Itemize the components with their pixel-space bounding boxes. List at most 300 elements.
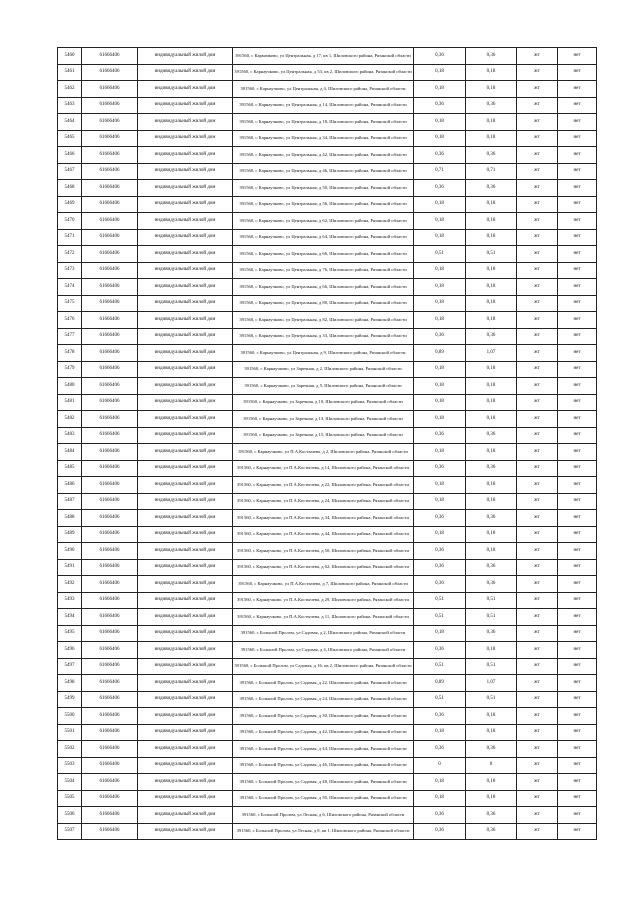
address-cell: 391560, с Карнаучково, ул П.А.Костычева, д 14, Шиловского района, Рязанской области xyxy=(233,460,414,477)
value-b-cell: 0,51 xyxy=(466,658,517,675)
table-row xyxy=(58,180,597,197)
flag-cell: нет xyxy=(558,180,597,197)
table-row xyxy=(58,625,597,642)
value-a-cell: 0,36 xyxy=(414,642,466,659)
table-row xyxy=(58,642,597,659)
address-cell: 391560, с Карнаучково, ул Центральная, д 34, Шиловского района, Рязанской области xyxy=(233,130,414,147)
oktmo-code-cell: 61666406 xyxy=(82,427,138,444)
flag-cell: нет xyxy=(558,790,597,807)
value-b-cell: 0,18 xyxy=(466,213,517,230)
row-number-cell: 5507 xyxy=(58,823,82,840)
flag-cell: нет xyxy=(558,64,597,81)
row-number-cell: 5488 xyxy=(58,510,82,527)
flag-cell: нет xyxy=(558,609,597,626)
oktmo-code-cell: 61666406 xyxy=(82,312,138,329)
address-cell: 391560, с Карнаучково, ул Центральная, д 82, Шиловского района, Рязанской области xyxy=(233,312,414,329)
address-cell: 391560, с Карнаучково, ул Заречная, д 10, Шиловского района, Рязанской области xyxy=(233,394,414,411)
flag-cell: нет xyxy=(558,543,597,560)
row-number-cell: 5480 xyxy=(58,378,82,395)
oktmo-code-cell: 61666406 xyxy=(82,328,138,345)
row-number-cell: 5478 xyxy=(58,345,82,362)
table-row xyxy=(58,262,597,279)
status-cell: жт xyxy=(517,658,558,675)
object-type-cell: индивидуальный жилой дом xyxy=(138,724,233,741)
oktmo-code-cell: 61666406 xyxy=(82,543,138,560)
table-row xyxy=(58,213,597,230)
value-b-cell: 0,18 xyxy=(466,312,517,329)
value-a-cell: 0,18 xyxy=(414,114,466,131)
address-cell: 391560, с Карнаучково, ул П.А.Костычева, д 34, Шиловского района, Рязанской области xyxy=(233,510,414,527)
status-cell: жт xyxy=(517,378,558,395)
object-type-cell: индивидуальный жилой дом xyxy=(138,262,233,279)
value-b-cell: 0,36 xyxy=(466,559,517,576)
flag-cell: нет xyxy=(558,510,597,527)
object-type-cell: индивидуальный жилой дом xyxy=(138,460,233,477)
object-type-cell: индивидуальный жилой дом xyxy=(138,642,233,659)
object-type-cell: индивидуальный жилой дом xyxy=(138,378,233,395)
value-a-cell: 0,36 xyxy=(414,543,466,560)
oktmo-code-cell: 61666406 xyxy=(82,576,138,593)
address-cell: 391560, с Большой Пролом, ул Садовая, д 42, Шиловского района, Рязанской области xyxy=(233,724,414,741)
row-number-cell: 5481 xyxy=(58,394,82,411)
object-type-cell: индивидуальный жилой дом xyxy=(138,658,233,675)
value-a-cell: 0,51 xyxy=(414,691,466,708)
oktmo-code-cell: 61666406 xyxy=(82,559,138,576)
flag-cell: нет xyxy=(558,460,597,477)
object-type-cell: индивидуальный жилой дом xyxy=(138,510,233,527)
value-b-cell: 0,36 xyxy=(466,823,517,840)
object-type-cell: индивидуальный жилой дом xyxy=(138,741,233,758)
status-cell: жт xyxy=(517,394,558,411)
row-number-cell: 5474 xyxy=(58,279,82,296)
status-cell: жт xyxy=(517,48,558,65)
table-row xyxy=(58,81,597,98)
address-cell: 391560, с Карнаучково, ул Центральная, д 50, Шиловского района, Рязанской области xyxy=(233,180,414,197)
oktmo-code-cell: 61666406 xyxy=(82,81,138,98)
row-number-cell: 5471 xyxy=(58,229,82,246)
row-number-cell: 5476 xyxy=(58,312,82,329)
address-cell: 391560, с Большой Пролом, ул Садовая, д 4, Шиловского района, Рязанской области xyxy=(233,642,414,659)
oktmo-code-cell: 61666406 xyxy=(82,130,138,147)
status-cell: жт xyxy=(517,411,558,428)
flag-cell: нет xyxy=(558,444,597,461)
table-row xyxy=(58,774,597,791)
value-a-cell: 0,18 xyxy=(414,213,466,230)
object-type-cell: индивидуальный жилой дом xyxy=(138,807,233,824)
row-number-cell: 5499 xyxy=(58,691,82,708)
table-row xyxy=(58,543,597,560)
status-cell: жт xyxy=(517,741,558,758)
value-b-cell: 1,07 xyxy=(466,345,517,362)
row-number-cell: 5464 xyxy=(58,114,82,131)
value-b-cell: 0,18 xyxy=(466,526,517,543)
value-b-cell: 0,18 xyxy=(466,378,517,395)
object-type-cell: индивидуальный жилой дом xyxy=(138,576,233,593)
row-number-cell: 5493 xyxy=(58,592,82,609)
flag-cell: нет xyxy=(558,295,597,312)
row-number-cell: 5495 xyxy=(58,625,82,642)
object-type-cell: индивидуальный жилой дом xyxy=(138,444,233,461)
address-cell: 391560, с Карнаучково, ул Заречная, д 13, Шиловского района, Рязанской области xyxy=(233,411,414,428)
oktmo-code-cell: 61666406 xyxy=(82,642,138,659)
flag-cell: нет xyxy=(558,625,597,642)
value-b-cell: 0,36 xyxy=(466,625,517,642)
row-number-cell: 5503 xyxy=(58,757,82,774)
flag-cell: нет xyxy=(558,774,597,791)
flag-cell: нет xyxy=(558,807,597,824)
value-a-cell: 0,18 xyxy=(414,361,466,378)
row-number-cell: 5473 xyxy=(58,262,82,279)
oktmo-code-cell: 61666406 xyxy=(82,246,138,263)
status-cell: жт xyxy=(517,147,558,164)
oktmo-code-cell: 61666406 xyxy=(82,196,138,213)
table-row xyxy=(58,394,597,411)
flag-cell: нет xyxy=(558,378,597,395)
row-number-cell: 5487 xyxy=(58,493,82,510)
value-b-cell: 0,36 xyxy=(466,147,517,164)
object-type-cell: индивидуальный жилой дом xyxy=(138,625,233,642)
table-row xyxy=(58,658,597,675)
table-row xyxy=(58,312,597,329)
table-row xyxy=(58,477,597,494)
status-cell: жт xyxy=(517,130,558,147)
table-row xyxy=(58,345,597,362)
address-cell: 391560, с Карнаучково, ул Центральная, д 64, Шиловского района, Рязанской области xyxy=(233,229,414,246)
object-type-cell: индивидуальный жилой дом xyxy=(138,493,233,510)
value-b-cell: 0,36 xyxy=(466,510,517,527)
row-number-cell: 5460 xyxy=(58,48,82,65)
oktmo-code-cell: 61666406 xyxy=(82,724,138,741)
value-b-cell: 0,18 xyxy=(466,130,517,147)
status-cell: жт xyxy=(517,526,558,543)
object-type-cell: индивидуальный жилой дом xyxy=(138,279,233,296)
flag-cell: нет xyxy=(558,477,597,494)
address-cell: 391560, с Большой Пролом, ул Садовая, д 2, Шиловского района, Рязанской области xyxy=(233,625,414,642)
value-a-cell: 0,18 xyxy=(414,81,466,98)
table-row xyxy=(58,460,597,477)
flag-cell: нет xyxy=(558,559,597,576)
status-cell: жт xyxy=(517,114,558,131)
status-cell: жт xyxy=(517,625,558,642)
value-b-cell: 1,07 xyxy=(466,675,517,692)
flag-cell: нет xyxy=(558,114,597,131)
address-cell: 391560, с Карнаучково, ул П.А.Костычева, д 22, Шиловского района, Рязанской области xyxy=(233,477,414,494)
status-cell: жт xyxy=(517,642,558,659)
flag-cell: нет xyxy=(558,642,597,659)
value-b-cell: 0,18 xyxy=(466,774,517,791)
status-cell: жт xyxy=(517,493,558,510)
row-number-cell: 5504 xyxy=(58,774,82,791)
oktmo-code-cell: 61666406 xyxy=(82,180,138,197)
object-type-cell: индивидуальный жилой дом xyxy=(138,312,233,329)
value-a-cell: 0,36 xyxy=(414,97,466,114)
row-number-cell: 5469 xyxy=(58,196,82,213)
value-a-cell: 0,18 xyxy=(414,444,466,461)
address-cell: 391560, с Большой Пролом, ул Садовая, д 48, Шиловского района, Рязанской области xyxy=(233,774,414,791)
status-cell: жт xyxy=(517,180,558,197)
table-row xyxy=(58,328,597,345)
address-cell: 391560, с Большой Пролом, ул Садовая, д 24, Шиловского района, Рязанской области xyxy=(233,691,414,708)
flag-cell: нет xyxy=(558,526,597,543)
row-number-cell: 5486 xyxy=(58,477,82,494)
value-b-cell: 0,36 xyxy=(466,97,517,114)
value-b-cell: 0,36 xyxy=(466,180,517,197)
table-row xyxy=(58,64,597,81)
status-cell: жт xyxy=(517,510,558,527)
oktmo-code-cell: 61666406 xyxy=(82,279,138,296)
value-a-cell: 0,36 xyxy=(414,807,466,824)
address-cell: 391560, с Карнаучково, ул Заречная, д 5, Шиловского района, Рязанской области xyxy=(233,378,414,395)
value-a-cell: 0,36 xyxy=(414,427,466,444)
address-cell: 391560, с Карнаучково, ул Центральная, д 76, Шиловского района, Рязанской области xyxy=(233,262,414,279)
table-row xyxy=(58,757,597,774)
value-a-cell: 0,18 xyxy=(414,196,466,213)
document-page xyxy=(57,47,596,840)
row-number-cell: 5463 xyxy=(58,97,82,114)
row-number-cell: 5496 xyxy=(58,642,82,659)
table-row xyxy=(58,526,597,543)
table-row xyxy=(58,196,597,213)
row-number-cell: 5489 xyxy=(58,526,82,543)
oktmo-code-cell: 61666406 xyxy=(82,345,138,362)
value-a-cell: 0,51 xyxy=(414,609,466,626)
status-cell: жт xyxy=(517,97,558,114)
object-type-cell: индивидуальный жилой дом xyxy=(138,526,233,543)
address-cell: 391560, с Большой Пролом, ул Садовая, д 44, Шиловского района, Рязанской области xyxy=(233,741,414,758)
flag-cell: нет xyxy=(558,427,597,444)
value-a-cell: 0,36 xyxy=(414,460,466,477)
status-cell: жт xyxy=(517,675,558,692)
object-type-cell: индивидуальный жилой дом xyxy=(138,229,233,246)
address-cell: 391560, с Карнаучково, ул Центральная, д 42, Шиловского района, Рязанской области xyxy=(233,147,414,164)
value-a-cell: 0,36 xyxy=(414,48,466,65)
flag-cell: нет xyxy=(558,823,597,840)
row-number-cell: 5502 xyxy=(58,741,82,758)
address-cell: 391560, с Карнаучково, ул П.А.Костычева, д 29, Шиловского района, Рязанской области xyxy=(233,592,414,609)
table-row xyxy=(58,361,597,378)
object-type-cell: индивидуальный жилой дом xyxy=(138,196,233,213)
row-number-cell: 5492 xyxy=(58,576,82,593)
value-a-cell: 0,18 xyxy=(414,229,466,246)
value-b-cell: 0,18 xyxy=(466,724,517,741)
table-row xyxy=(58,790,597,807)
value-b-cell: 0,18 xyxy=(466,411,517,428)
object-type-cell: индивидуальный жилой дом xyxy=(138,246,233,263)
value-a-cell: 0,18 xyxy=(414,295,466,312)
oktmo-code-cell: 61666406 xyxy=(82,378,138,395)
value-a-cell: 0,18 xyxy=(414,312,466,329)
oktmo-code-cell: 61666406 xyxy=(82,493,138,510)
flag-cell: нет xyxy=(558,394,597,411)
row-number-cell: 5506 xyxy=(58,807,82,824)
table-row xyxy=(58,130,597,147)
object-type-cell: индивидуальный жилой дом xyxy=(138,675,233,692)
status-cell: жт xyxy=(517,444,558,461)
table-row xyxy=(58,97,597,114)
oktmo-code-cell: 61666406 xyxy=(82,675,138,692)
oktmo-code-cell: 61666406 xyxy=(82,790,138,807)
status-cell: жт xyxy=(517,592,558,609)
flag-cell: нет xyxy=(558,493,597,510)
housing-register-table xyxy=(57,47,597,840)
value-a-cell: 0,51 xyxy=(414,592,466,609)
status-cell: жт xyxy=(517,312,558,329)
flag-cell: нет xyxy=(558,708,597,725)
address-cell: 391560, с Карнаучково, ул Центральная, д 18, Шиловского района, Рязанской области xyxy=(233,114,414,131)
status-cell: жт xyxy=(517,246,558,263)
flag-cell: нет xyxy=(558,741,597,758)
value-a-cell: 0,18 xyxy=(414,477,466,494)
address-cell: 391560, с Карнаучково, ул Центральная, д 66, Шиловского района, Рязанской области xyxy=(233,246,414,263)
value-b-cell: 0,36 xyxy=(466,741,517,758)
flag-cell: нет xyxy=(558,757,597,774)
table-row xyxy=(58,246,597,263)
value-b-cell: 0,18 xyxy=(466,295,517,312)
table-row xyxy=(58,592,597,609)
row-number-cell: 5477 xyxy=(58,328,82,345)
oktmo-code-cell: 61666406 xyxy=(82,526,138,543)
table-row xyxy=(58,163,597,180)
status-cell: жт xyxy=(517,460,558,477)
status-cell: жт xyxy=(517,81,558,98)
oktmo-code-cell: 61666406 xyxy=(82,510,138,527)
row-number-cell: 5498 xyxy=(58,675,82,692)
flag-cell: нет xyxy=(558,163,597,180)
value-a-cell: 0,36 xyxy=(414,559,466,576)
value-a-cell: 0 xyxy=(414,757,466,774)
object-type-cell: индивидуальный жилой дом xyxy=(138,147,233,164)
flag-cell: нет xyxy=(558,196,597,213)
oktmo-code-cell: 61666406 xyxy=(82,262,138,279)
value-b-cell: 0,18 xyxy=(466,114,517,131)
value-a-cell: 0,18 xyxy=(414,790,466,807)
value-a-cell: 0,89 xyxy=(414,345,466,362)
oktmo-code-cell: 61666406 xyxy=(82,114,138,131)
flag-cell: нет xyxy=(558,658,597,675)
status-cell: жт xyxy=(517,543,558,560)
row-number-cell: 5500 xyxy=(58,708,82,725)
address-cell: 391560, с Карнаучково, ул Центральная, д 33, Шиловского района, Рязанской области xyxy=(233,328,414,345)
flag-cell: нет xyxy=(558,675,597,692)
row-number-cell: 5470 xyxy=(58,213,82,230)
status-cell: жт xyxy=(517,163,558,180)
object-type-cell: индивидуальный жилой дом xyxy=(138,427,233,444)
flag-cell: нет xyxy=(558,312,597,329)
status-cell: жт xyxy=(517,823,558,840)
oktmo-code-cell: 61666406 xyxy=(82,658,138,675)
row-number-cell: 5491 xyxy=(58,559,82,576)
oktmo-code-cell: 61666406 xyxy=(82,64,138,81)
table-row xyxy=(58,510,597,527)
status-cell: жт xyxy=(517,229,558,246)
table-row xyxy=(58,708,597,725)
flag-cell: нет xyxy=(558,724,597,741)
object-type-cell: индивидуальный жилой дом xyxy=(138,708,233,725)
address-cell: 391560, с Карнаучково, ул П.А.Костычева, д 24, Шиловского района, Рязанской области xyxy=(233,493,414,510)
row-number-cell: 5462 xyxy=(58,81,82,98)
flag-cell: нет xyxy=(558,130,597,147)
row-number-cell: 5472 xyxy=(58,246,82,263)
value-b-cell: 0,18 xyxy=(466,394,517,411)
row-number-cell: 5490 xyxy=(58,543,82,560)
oktmo-code-cell: 61666406 xyxy=(82,460,138,477)
oktmo-code-cell: 61666406 xyxy=(82,807,138,824)
row-number-cell: 5497 xyxy=(58,658,82,675)
value-a-cell: 0,36 xyxy=(414,147,466,164)
status-cell: жт xyxy=(517,361,558,378)
row-number-cell: 5475 xyxy=(58,295,82,312)
value-a-cell: 0,36 xyxy=(414,510,466,527)
flag-cell: нет xyxy=(558,592,597,609)
status-cell: жт xyxy=(517,427,558,444)
value-b-cell: 0,36 xyxy=(466,328,517,345)
flag-cell: нет xyxy=(558,48,597,65)
address-cell: 391560, с Карнаучково, ул Центральная, д 66, Шиловского района, Рязанской области xyxy=(233,279,414,296)
table-row xyxy=(58,114,597,131)
value-b-cell: 0,18 xyxy=(466,196,517,213)
object-type-cell: индивидуальный жилой дом xyxy=(138,609,233,626)
address-cell: 391560, с Большой Пролом, ул Садовая, д 16, кв 2, Шиловского района, Рязанской области xyxy=(233,658,414,675)
oktmo-code-cell: 61666406 xyxy=(82,163,138,180)
status-cell: жт xyxy=(517,279,558,296)
table-row xyxy=(58,807,597,824)
value-a-cell: 0,18 xyxy=(414,130,466,147)
object-type-cell: индивидуальный жилой дом xyxy=(138,345,233,362)
status-cell: жт xyxy=(517,64,558,81)
object-type-cell: индивидуальный жилой дом xyxy=(138,328,233,345)
oktmo-code-cell: 61666406 xyxy=(82,97,138,114)
address-cell: 391560, с Карнаучково, ул Заречная, д 15, Шиловского района, Рязанской области xyxy=(233,427,414,444)
value-b-cell: 0,18 xyxy=(466,708,517,725)
address-cell: 391560, с Большой Пролом, ул Лесная, д 8, кв 1, Шиловского района, Рязанской области xyxy=(233,823,414,840)
value-b-cell: 0,18 xyxy=(466,477,517,494)
object-type-cell: индивидуальный жилой дом xyxy=(138,81,233,98)
value-b-cell: 0,18 xyxy=(466,642,517,659)
table-row xyxy=(58,675,597,692)
value-a-cell: 0,36 xyxy=(414,180,466,197)
object-type-cell: индивидуальный жилой дом xyxy=(138,790,233,807)
value-a-cell: 0,51 xyxy=(414,658,466,675)
value-b-cell: 0,51 xyxy=(466,246,517,263)
value-b-cell: 0,51 xyxy=(466,592,517,609)
status-cell: жт xyxy=(517,708,558,725)
value-b-cell: 0,18 xyxy=(466,64,517,81)
object-type-cell: индивидуальный жилой дом xyxy=(138,592,233,609)
table-row xyxy=(58,823,597,840)
value-a-cell: 0,18 xyxy=(414,411,466,428)
table-row xyxy=(58,279,597,296)
object-type-cell: индивидуальный жилой дом xyxy=(138,213,233,230)
object-type-cell: индивидуальный жилой дом xyxy=(138,559,233,576)
value-a-cell: 0,18 xyxy=(414,262,466,279)
address-cell: 391560, с Большой Пролом, ул Садовая, д 30, Шиловского района, Рязанской области xyxy=(233,708,414,725)
table-row xyxy=(58,229,597,246)
value-b-cell: 0,18 xyxy=(466,81,517,98)
value-a-cell: 0,18 xyxy=(414,394,466,411)
status-cell: жт xyxy=(517,774,558,791)
address-cell: 391560, с Большой Пролом, ул Садовая, д 46, Шиловского района, Рязанской области xyxy=(233,757,414,774)
table-row xyxy=(58,576,597,593)
value-b-cell: 0,18 xyxy=(466,790,517,807)
object-type-cell: индивидуальный жилой дом xyxy=(138,114,233,131)
table-row xyxy=(58,724,597,741)
object-type-cell: индивидуальный жилой дом xyxy=(138,774,233,791)
row-number-cell: 5505 xyxy=(58,790,82,807)
address-cell: 391560, с Карнаучково, ул Центральная, д 14, Шиловского района, Рязанской области xyxy=(233,97,414,114)
status-cell: жт xyxy=(517,576,558,593)
table-row xyxy=(58,559,597,576)
row-number-cell: 5482 xyxy=(58,411,82,428)
